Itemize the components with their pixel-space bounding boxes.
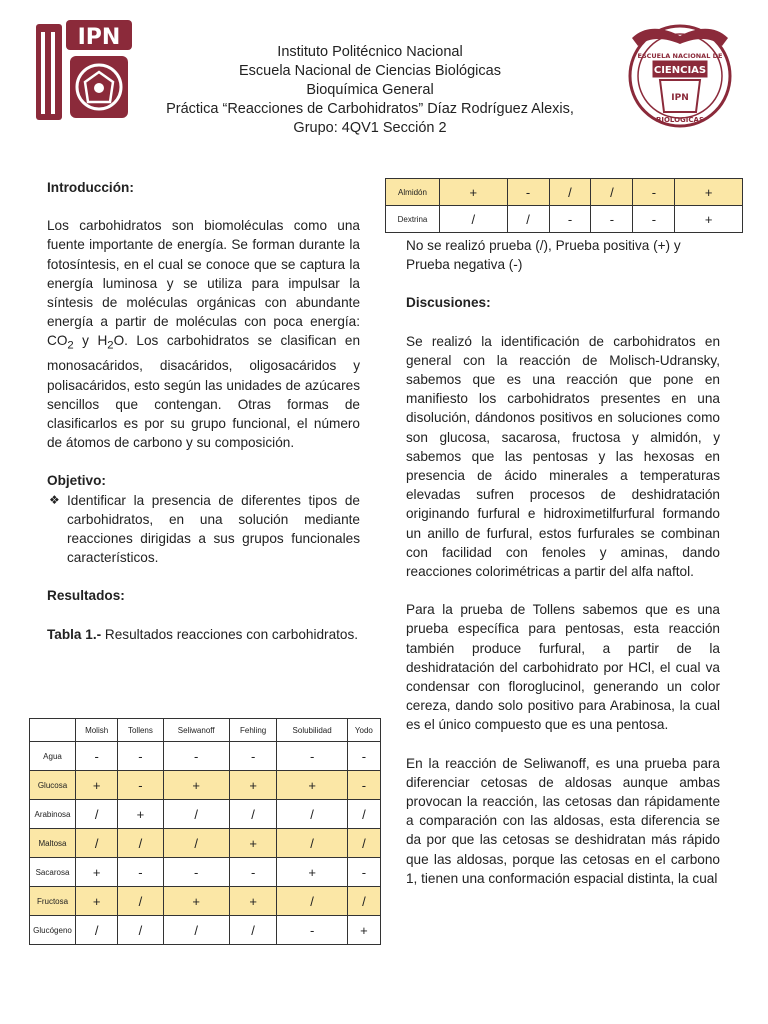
intro-subscript-h2o: 2 [107,340,114,353]
table-cell: - [347,742,380,771]
table-cell: / [76,829,118,858]
results-table-continued [385,178,743,233]
results-table-header [30,719,381,742]
table-cell: / [440,206,508,233]
encb-ring-bottom: BIOLOGICAS [656,116,704,124]
row-label: Glucógeno [30,916,76,945]
intro-heading: Introducción: [47,180,134,195]
table-cell: - [277,742,347,771]
table-caption-label: Tabla 1.- [47,626,102,642]
document-header [140,43,600,138]
table-cell: / [76,800,118,829]
table-cell: - [118,858,163,887]
table-cell: / [118,829,163,858]
table-cell: + [229,829,277,858]
table-cell: / [347,887,380,916]
table-cell: + [229,771,277,800]
table-cell: / [229,800,277,829]
intro-subscript-co2: 2 [67,340,74,353]
resultados-heading: Resultados: [47,588,125,604]
table-row [386,179,743,206]
table-cell: - [229,858,277,887]
table-cell: - [76,742,118,771]
table-cell: - [549,206,591,233]
table-row [30,742,381,771]
table-cell: + [76,887,118,916]
table-cell: / [347,829,380,858]
column-header: Fehling [229,719,277,742]
table-row [30,858,381,887]
table-legend: No se realizó prueba (/), Prueba positiva (+) y Prueba negativa (-) [406,238,681,273]
table-caption-text: Resultados reacciones con carbohidratos. [101,626,359,642]
table-cell: - [163,742,229,771]
column-header: Molish [76,719,118,742]
table-row [30,829,381,858]
column-header: Tollens [118,719,163,742]
table-cell: - [507,179,549,206]
table-cell: + [118,800,163,829]
discussion-paragraph-2: Para la prueba de Tollens sabemos que es una prueba específica para pentosas, esta reacción también produce furfural, a partir de la deshidratación del carbohidrato por HCl, el cual va condensar con floroglucinol, generando un color cereza, dando solo positivo para Arabinosa, la cual es el único compuesto que es una pentosa. [406,602,720,733]
table-cell: + [76,858,118,887]
discussion-paragraph-3: En la reacción de Seliwanoff, es una prueba para diferenciar cetosas de aldosas aunque ambas provocan la reacción, las cetosas dan rápidamente a comparación con las aldosas, esta diferencia se da por que las cetosas se deshidratan más rápido que las aldosas, porque las cetosas en el carbono 1, tienen una conformación espacial distinta, la cual [406,755,720,886]
row-label: Fructosa [30,887,76,916]
row-label: Dextrina [386,206,440,233]
table-cell: - [118,742,163,771]
table-row [30,800,381,829]
header-course: Bioquímica General [306,82,434,98]
discusiones-heading: Discusiones: [406,295,491,311]
table-cell: + [76,771,118,800]
table-cell: + [347,916,380,945]
table-cell: / [277,829,347,858]
table-cell: / [229,916,277,945]
row-label: Glucosa [30,771,76,800]
encb-ring-top: ESCUELA NACIONAL DE [637,52,723,60]
header-school: Escuela Nacional de Ciencias Biológicas [239,63,501,79]
table-cell: + [675,206,743,233]
table-cell: / [118,916,163,945]
table-cell: - [347,771,380,800]
table-row [30,887,381,916]
table-cell: - [163,858,229,887]
table-cell: - [591,206,633,233]
table-cell: - [633,206,675,233]
objetivo-heading: Objetivo: [47,473,106,489]
encb-small-text: IPN [671,93,689,103]
column-header: Yodo [347,719,380,742]
intro-text-b: y H [73,333,108,349]
table-cell: / [591,179,633,206]
table-cell: / [277,800,347,829]
header-institution: Instituto Politécnico Nacional [277,44,463,60]
table-cell: - [347,858,380,887]
table-cell: - [229,742,277,771]
column-header: Solubilidad [277,719,347,742]
table-row [386,206,743,233]
row-label: Arabinosa [30,800,76,829]
right-column [406,236,720,888]
encb-center-text: CIENCIAS [653,65,707,76]
table-cell: - [277,916,347,945]
row-label: Maltosa [30,829,76,858]
left-column [47,178,360,644]
table-cell: + [163,887,229,916]
table-caption [47,625,360,644]
table-cell: / [549,179,591,206]
diamond-bullet-icon: ❖ [49,492,60,507]
row-label: Agua [30,742,76,771]
table-cell: - [118,771,163,800]
table-cell: / [163,916,229,945]
objetivo-bullet [47,491,360,568]
row-label: Almidón [386,179,440,206]
table-cell: / [76,916,118,945]
discussion-paragraph-1: Se realizó la identificación de carbohidratos en general con la reacción de Molisch-Udransky, sabemos que es una reacción que pone en manifiesto los carbohidratos presentes en una disolución, dándonos positivos en soluciones como son glucosa, sacarosa, fructosa y almidón, y sabemos que las pentosas y las hexosas en presencia de ácido minerales a temperaturas elevadas sufren procesos de deshidratación originando furfural e hidroximetilfurfural formando un anillo de furfural, estos furfurales se combinan con facilidad con fenoles y aminas, dando reacciones colorimétricas a partir del alfa naftol. [406,333,720,580]
column-header [30,719,76,742]
ipn-logo-text: IPN [77,25,121,50]
ipn-logo [30,16,140,126]
table-row [30,771,381,800]
table-cell: + [675,179,743,206]
intro-text-c: O. Los carbohidratos se clasifican en monosacáridos, disacáridos, oligosacáridos y polisacáridos, esto según las unidades de azúcares sencillos que contengan. Otras formas de clasificarlos es por su grupo funcional, el número de átomos de carbono y su composición. [47,333,361,451]
intro-text-a: Los carbohidratos son biomoléculas como una fuente importante de energía. Se forman durante la fotosíntesis, en el cual se conoce que se captura la energía luminosa y se utiliza para impulsar la síntesis de moléculas orgánicas con abundante energía a partir de moléculas con poca energía: CO [47,218,360,349]
header-group: Grupo: 4QV1 Sección 2 [293,120,447,136]
table-cell: + [440,179,508,206]
table-cell: / [347,800,380,829]
header-practice: Práctica “Reacciones de Carbohidratos” Díaz Rodríguez Alexis, [166,101,574,117]
table-cell: + [163,771,229,800]
table-cell: + [277,771,347,800]
table-row [30,916,381,945]
row-label: Sacarosa [30,858,76,887]
objetivo-text: Identificar la presencia de diferentes tipos de carbohidratos, en una solución mediante reacciones dirigidas a sus grupos funcionales característicos. [67,492,360,566]
results-table [29,718,381,945]
encb-logo [626,18,734,130]
table-cell: + [277,858,347,887]
column-header: Seliwanoff [163,719,229,742]
intro-paragraph [47,216,360,452]
table-cell: / [277,887,347,916]
table-cell: - [633,179,675,206]
table-cell: / [118,887,163,916]
table-cell: / [163,829,229,858]
table-cell: / [507,206,549,233]
table-cell: + [229,887,277,916]
table-cell: / [163,800,229,829]
